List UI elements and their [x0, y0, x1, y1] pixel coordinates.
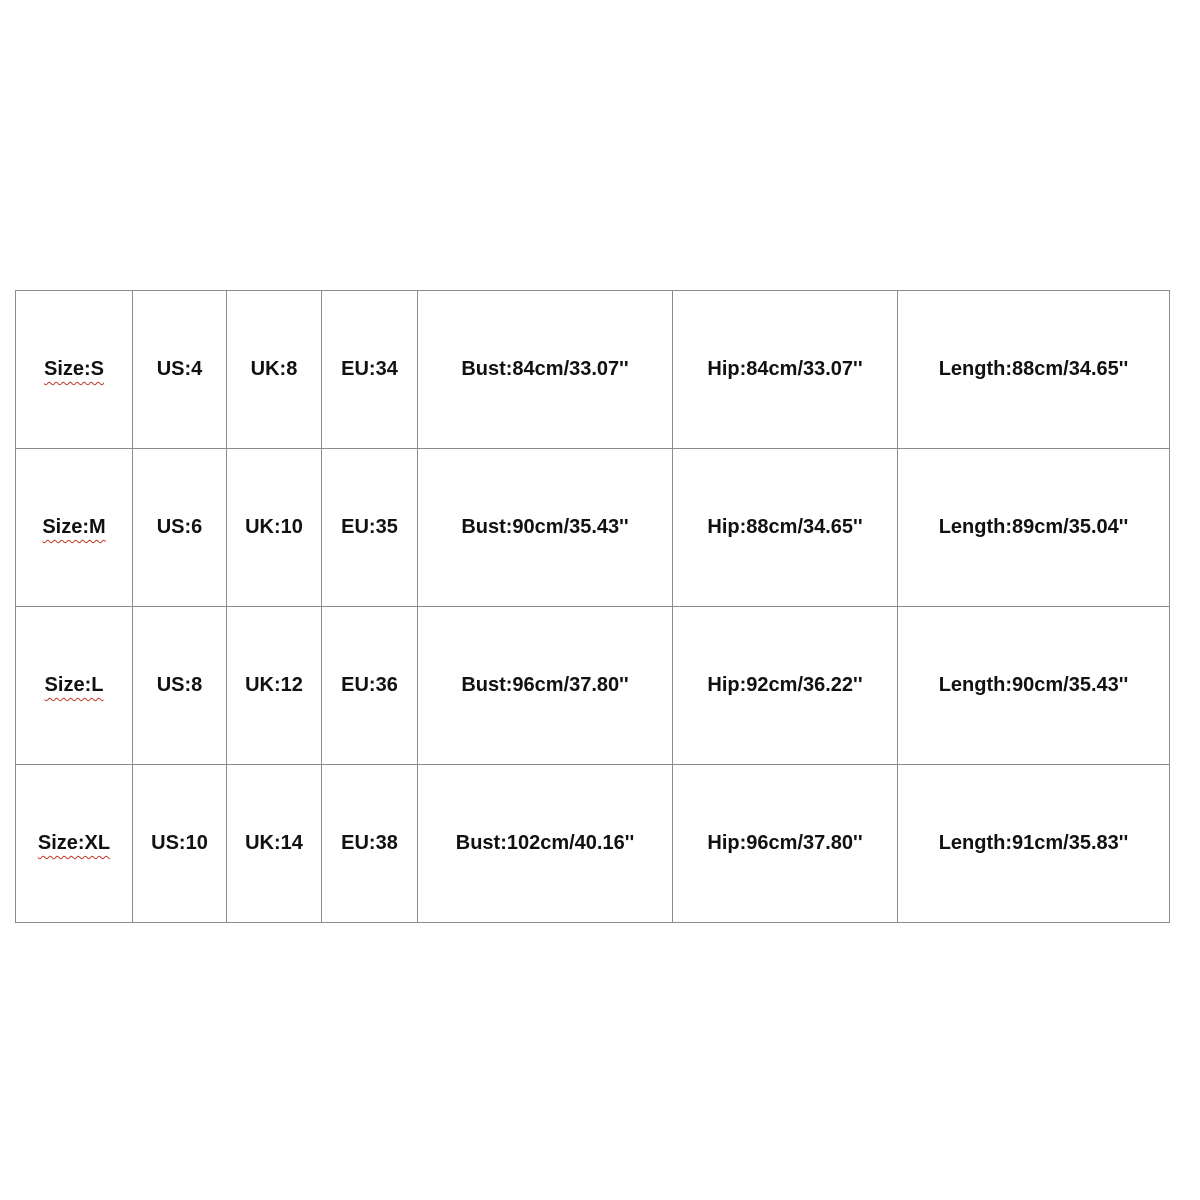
hip-cell: Hip:88cm/34.65''	[673, 449, 898, 607]
eu-size-cell: EU:35	[322, 449, 418, 607]
length-cell: Length:91cm/35.83''	[898, 765, 1170, 923]
size-cell	[16, 765, 133, 923]
table-row	[16, 765, 1170, 923]
bust-cell: Bust:102cm/40.16''	[418, 765, 673, 923]
size-label: Size:M	[42, 516, 106, 538]
hip-cell: Hip:96cm/37.80''	[673, 765, 898, 923]
table-row	[16, 291, 1170, 449]
bust-cell: Bust:84cm/33.07''	[418, 291, 673, 449]
uk-size-cell: UK:14	[227, 765, 322, 923]
us-size-cell: US:8	[133, 607, 227, 765]
size-cell	[16, 449, 133, 607]
uk-size-cell: UK:10	[227, 449, 322, 607]
length-cell: Length:89cm/35.04''	[898, 449, 1170, 607]
size-cell	[16, 607, 133, 765]
length-cell: Length:88cm/34.65''	[898, 291, 1170, 449]
size-chart-body	[16, 291, 1170, 923]
size-label: Size:XL	[37, 832, 111, 854]
us-size-cell: US:10	[133, 765, 227, 923]
hip-cell: Hip:92cm/36.22''	[673, 607, 898, 765]
hip-cell: Hip:84cm/33.07''	[673, 291, 898, 449]
uk-size-cell: UK:12	[227, 607, 322, 765]
size-label: Size:L	[44, 674, 104, 696]
bust-cell: Bust:90cm/35.43''	[418, 449, 673, 607]
table-row	[16, 607, 1170, 765]
table-row	[16, 449, 1170, 607]
us-size-cell: US:4	[133, 291, 227, 449]
eu-size-cell: EU:38	[322, 765, 418, 923]
length-cell: Length:90cm/35.43''	[898, 607, 1170, 765]
size-chart-table	[15, 290, 1170, 923]
bust-cell: Bust:96cm/37.80''	[418, 607, 673, 765]
uk-size-cell: UK:8	[227, 291, 322, 449]
eu-size-cell: EU:34	[322, 291, 418, 449]
size-cell	[16, 291, 133, 449]
us-size-cell: US:6	[133, 449, 227, 607]
size-label: Size:S	[43, 358, 105, 380]
eu-size-cell: EU:36	[322, 607, 418, 765]
